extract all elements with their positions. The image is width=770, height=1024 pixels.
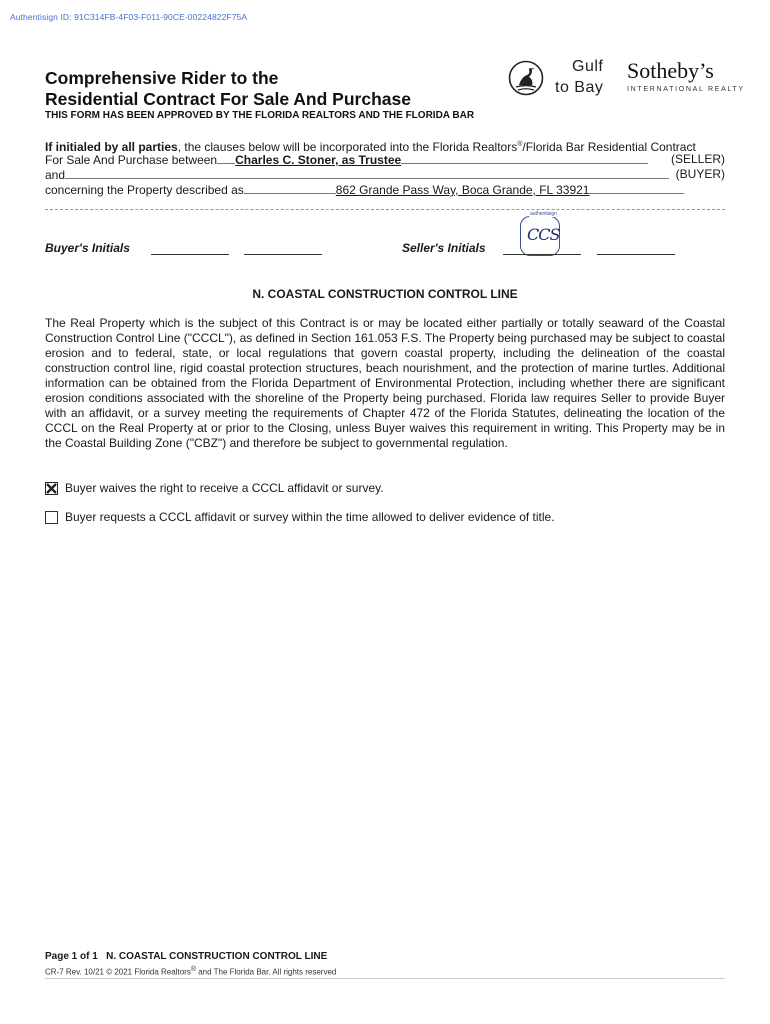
footer-rev-a: CR-7 Rev. 10/21 © 2021 Florida Realtors (45, 967, 191, 977)
between-label: For Sale And Purchase between (45, 153, 218, 167)
authentisign-id: Authentisign ID: 91C314FB-4F03-F011-90CE-00224822F75A (10, 12, 248, 22)
buyer-role-label: (BUYER) (675, 167, 725, 181)
option-request-cccl[interactable] (45, 510, 725, 526)
seller-initials-text: CCS (527, 225, 560, 244)
intro-lead-rest-a: , the clauses below will be incorporated into the Florida Realtors (177, 140, 518, 154)
buyer-initials-field-1[interactable] (151, 254, 229, 255)
property-address-field[interactable]: 862 Grande Pass Way, Boca Grande, FL 33921 (335, 183, 590, 197)
option-waive-cccl[interactable] (45, 481, 725, 497)
request-option-label: Buyer requests a CCCL affidavit or survey within the time allowed to deliver evidence of title. (65, 510, 555, 524)
seller-field-tail (401, 152, 648, 164)
title-line-2: Residential Contract For Sale And Purchase (45, 89, 411, 109)
seller-field-lead (217, 152, 235, 164)
initials-row (45, 241, 725, 261)
intro-lead-bold: If initialed by all parties (45, 140, 178, 154)
gulf-logo-line2: to Bay (555, 79, 604, 96)
seller-initials-field-1[interactable] (503, 254, 581, 255)
form-title (45, 68, 485, 110)
buyer-name-field[interactable] (65, 167, 669, 179)
intro-line-1 (45, 137, 725, 152)
buyer-initials-field-2[interactable] (244, 254, 322, 255)
property-field-lead (244, 182, 336, 194)
cccl-body-text: The Real Property which is the subject of this Contract is or may be located either partially or totally seaward of the Coastal Construction Control Line ("CCCL"), as defined in Section 161.053 F.S. The Property being purchased may be subject to coastal erosion and to federal, state, or local regulations that govern coastal property, including the delineation of the coastal construction control line, rigid coastal protection structures, beach nourishment, and the protection of marine turtles. Additional information can be obtained from the Florida Department of Environmental Protection, including whether there are significant erosion conditions associated with the shoreline of the Property being purchased. Florida law requires Seller to provide Buyer with an affidavit, or a survey meeting the requirements of Chapter 472 of the Florida Statutes, delineating the location of the CCCL on the Real Property at or prior to the Closing, unless Buyer waives this requirement in writing. This Property may be in the Coastal Building Zone ("CBZ") and therefore be subject to governmental regulation. (45, 316, 726, 450)
property-label: concerning the Property described as (45, 183, 244, 197)
intro-block (45, 137, 725, 197)
seller-role-label: (SELLER) (670, 152, 725, 166)
sothebys-name: Sotheby’s (627, 58, 714, 83)
waive-checkbox[interactable] (45, 482, 58, 495)
property-field-tail (589, 182, 684, 194)
and-label: and (45, 168, 66, 182)
waive-option-label: Buyer waives the right to receive a CCCL affidavit or survey. (65, 481, 384, 495)
footer-page-info (45, 951, 327, 962)
checked-x-icon (45, 482, 58, 495)
sothebys-subtitle: INTERNATIONAL REALTY (627, 86, 745, 93)
footer-reg-mark: ® (190, 966, 196, 973)
property-continuation-line (45, 209, 725, 210)
gulf-to-bay-logo (508, 58, 608, 102)
footer-rev-b: and The Florida Bar. All rights reserved (195, 967, 337, 977)
footer-copyright (45, 966, 336, 977)
buyer-initials-label: Buyer's Initials (45, 241, 130, 255)
approval-notice: THIS FORM HAS BEEN APPROVED BY THE FLORIDA REALTORS AND THE FLORIDA BAR (45, 110, 475, 121)
heron-logo-icon (508, 60, 544, 96)
signature-tag: authentisign (530, 211, 557, 217)
footer-page-number: Page 1 of 1 (45, 951, 98, 962)
seller-initials-label: Seller's Initials (402, 241, 486, 255)
intro-line-4 (45, 182, 725, 197)
intro-lead-rest-b: /Florida Bar Residential Contract (522, 140, 696, 154)
gulf-logo-line1: Gulf (572, 58, 604, 75)
footer-rule (45, 978, 725, 979)
sothebys-logo (627, 58, 745, 93)
seller-initials-field-2[interactable] (597, 254, 675, 255)
footer-section-name: N. COASTAL CONSTRUCTION CONTROL LINE (106, 951, 328, 962)
request-checkbox[interactable] (45, 511, 58, 524)
seller-name-field[interactable]: Charles C. Stoner, as Trustee (235, 153, 402, 167)
intro-line-2 (45, 152, 725, 167)
intro-reg-mark: ® (517, 141, 523, 148)
title-line-1: Comprehensive Rider to the (45, 68, 279, 88)
section-heading: N. COASTAL CONSTRUCTION CONTROL LINE (252, 287, 518, 301)
intro-line-3 (45, 167, 725, 182)
